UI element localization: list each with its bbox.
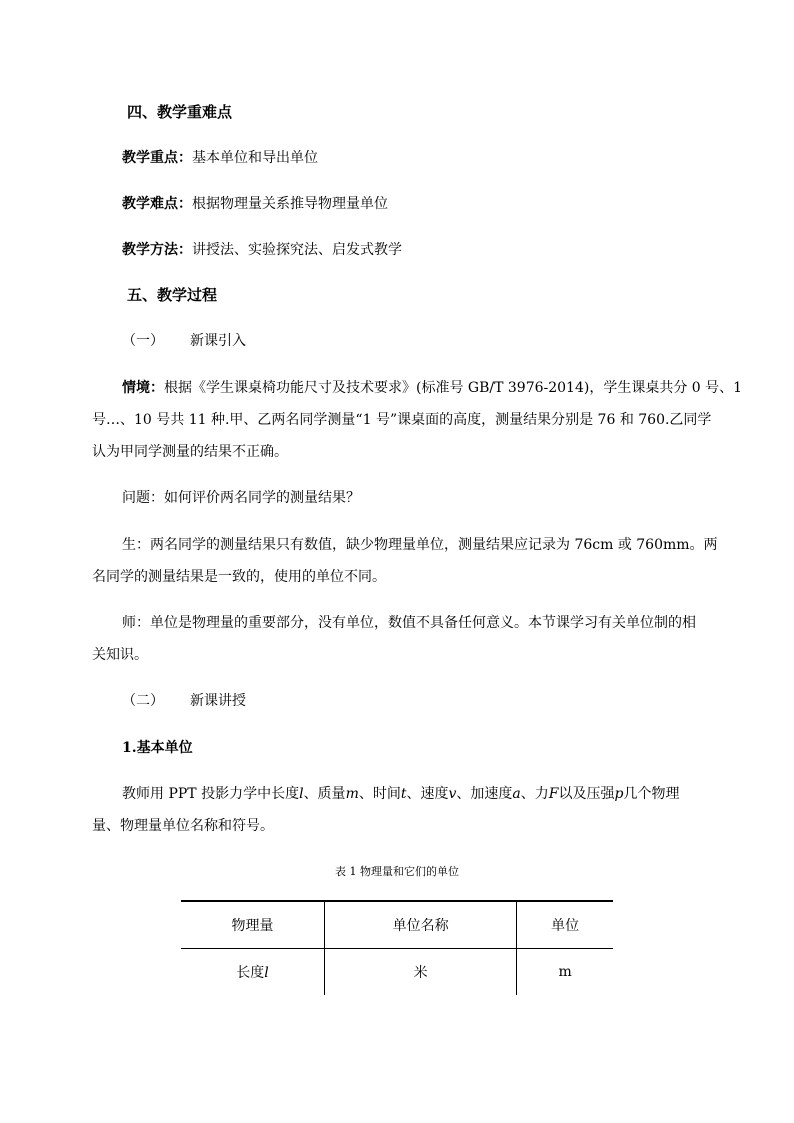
methods-text: 讲授法、实验探究法、启发式教学	[192, 242, 402, 258]
teacher-line-2: 关知识。	[92, 647, 148, 663]
table-row	[181, 949, 613, 996]
scenario-line-1	[122, 378, 742, 398]
section-heading-5: 五、教学过程	[127, 286, 218, 304]
part1-title: 新课引入	[190, 333, 246, 349]
symbol-m: m	[345, 786, 359, 802]
symbol-a: a	[512, 786, 521, 802]
basic-units-subheading: 1.基本单位	[122, 740, 193, 756]
body-text-6: 、力	[520, 786, 549, 802]
symbol-v: v	[448, 786, 457, 802]
body-text-8: 几个物理	[623, 786, 680, 802]
methods-label: 教学方法：	[122, 242, 192, 258]
part2-heading	[122, 691, 246, 711]
student-line-1: 生：两名同学的测量结果只有数值，缺少物理量单位，测量结果应记录为 76cm 或 760mm。两	[122, 537, 718, 553]
quantity-name: 长度	[236, 965, 265, 981]
scenario-line-2: 号…、10 号共 11 种.甲、乙两名同学测量“1 号”课桌面的高度，测量结果分别是 76 和 760.乙同学	[92, 412, 712, 428]
symbol-l: l	[299, 786, 304, 802]
scenario-label: 情境：	[122, 380, 164, 396]
header-unit-name: 单位名称	[324, 901, 516, 949]
question-paragraph: 问题：如何评价两名同学的测量结果？	[122, 490, 360, 506]
units-table	[181, 900, 613, 995]
key-points-label: 教学重点：	[122, 150, 192, 166]
cell-unit: m	[517, 949, 613, 996]
part1-heading	[122, 331, 246, 351]
key-points-paragraph	[122, 148, 318, 168]
symbol-p: p	[614, 786, 624, 802]
key-points-text: 基本单位和导出单位	[192, 150, 318, 166]
body-text-4: 、速度	[406, 786, 449, 802]
cell-quantity	[181, 949, 324, 996]
body-text-2: 、质量	[303, 786, 346, 802]
body-text-3: 、时间	[358, 786, 401, 802]
teacher-line-1: 师：单位是物理量的重要部分，没有单位，数值不具备任何意义。本节课学习有关单位制的相	[122, 615, 696, 631]
body-line-2: 量、物理量单位名称和符号。	[92, 818, 274, 834]
symbol-t: t	[400, 786, 407, 802]
body-text-5: 、加速度	[456, 786, 513, 802]
body-text-1: 教师用 PPT 投影力学中长度	[122, 786, 300, 802]
symbol-f: F	[548, 786, 559, 802]
section-heading-4: 四、教学重难点	[127, 103, 233, 121]
difficulties-label: 教学难点：	[122, 196, 192, 212]
quantity-symbol: l	[264, 965, 269, 981]
body-text-7: 以及压强	[558, 786, 615, 802]
cell-unit-name: 米	[324, 949, 516, 996]
scenario-text-1: 根据《学生课桌椅功能尺寸及技术要求》(标准号 GB/T 3976-2014)，学生课桌共分 0 号、1	[164, 380, 743, 396]
methods-paragraph	[122, 240, 402, 260]
body-line-1	[122, 784, 679, 804]
part2-title: 新课讲授	[190, 693, 246, 709]
header-unit: 单位	[517, 901, 613, 949]
difficulties-text: 根据物理量关系推导物理量单位	[192, 196, 388, 212]
student-line-2: 名同学的测量结果是一致的，使用的单位不同。	[92, 569, 386, 585]
table-header-row	[181, 901, 613, 949]
header-quantity: 物理量	[231, 918, 274, 934]
table-caption: 表 1 物理量和它们的单位	[335, 865, 459, 878]
difficulties-paragraph	[122, 194, 388, 214]
scenario-line-3: 认为甲同学测量的结果不正确。	[92, 444, 288, 460]
part2-number: （二）	[122, 693, 164, 709]
part1-number: （一）	[122, 333, 164, 349]
